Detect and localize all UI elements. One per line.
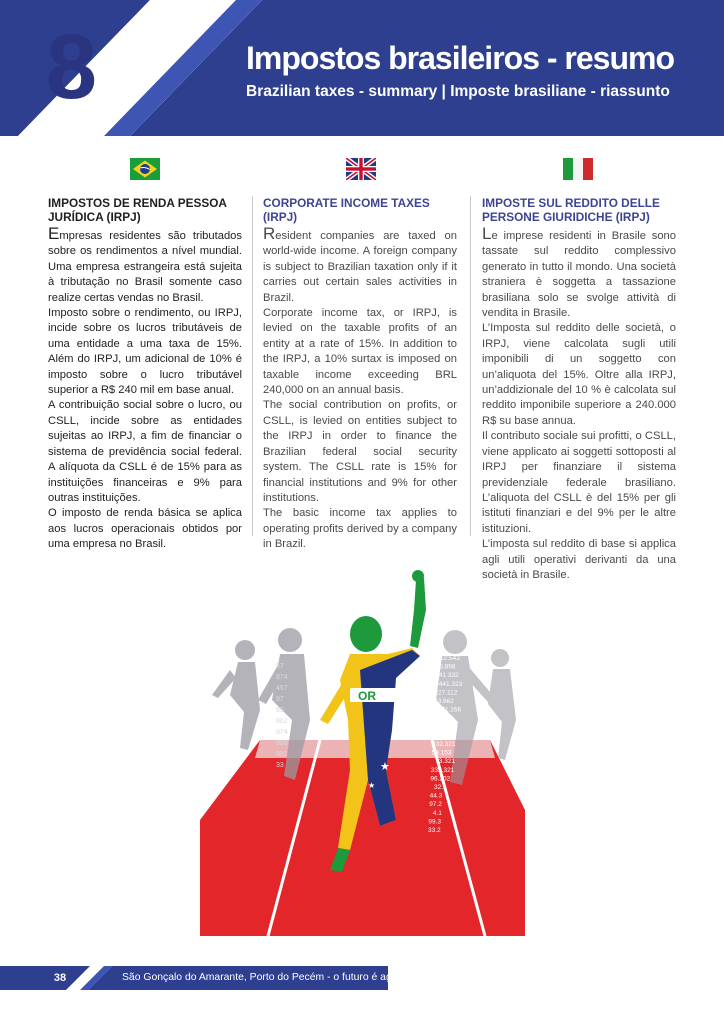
number-label: 59.153 bbox=[431, 749, 452, 757]
number-label: 862 bbox=[276, 718, 288, 725]
banner-text: OR bbox=[358, 689, 376, 703]
star-icon: ★ bbox=[380, 761, 390, 773]
number-label: 974 bbox=[276, 729, 288, 736]
star-icon: ★ bbox=[368, 781, 376, 790]
page-subtitle: Brazilian taxes - summary | Imposte brasiliane - riassunto bbox=[246, 83, 670, 100]
dropcap: L bbox=[482, 224, 492, 243]
number-label: 3.682 bbox=[432, 723, 450, 731]
number-label: 332.321 bbox=[432, 741, 456, 748]
number-label: 57 bbox=[276, 663, 284, 670]
paragraph: The basic income tax applies to operating profits derived by a company in Brazil. bbox=[263, 507, 457, 551]
column-heading: CORPORATE INCOME TAXES (IRPJ) bbox=[263, 196, 430, 224]
column-heading: IMPOSTE SUL REDDITO DELLE PERSONE GIURIDICHE (IRPJ) bbox=[482, 196, 660, 224]
number-label: 97 bbox=[276, 696, 284, 703]
number-label: 341.332 bbox=[435, 672, 459, 680]
paragraph: Le imprese residenti in Brasile sono tassate sul reddito complessivo generato in tutto il mondo. Una società straniera è soggetta a tassazione brasiliana solo se svolge attività di vendita in Brasile. bbox=[482, 224, 676, 320]
number-label: 227.112 bbox=[434, 689, 458, 697]
number-label: 4.1 bbox=[432, 809, 442, 817]
number-label: 12.543 bbox=[440, 655, 460, 662]
number-label: 96.202 bbox=[430, 775, 451, 783]
number-column-left bbox=[276, 663, 288, 769]
brazil-runner-illustration bbox=[200, 570, 525, 936]
dropcap: E bbox=[48, 224, 60, 243]
number-label: 77.218 bbox=[433, 715, 454, 723]
number-label: 457 bbox=[276, 685, 288, 692]
paragraph: Imposto sobre o rendimento, ou IRPJ, incide sobre os lucros tributáveis de uma entidade a uma taxa de 15%. Além do IRPJ, um adicional de 10% é imposto sobre o lucro tributável superior a R$ 240 mil em base anual. bbox=[48, 307, 242, 397]
number-label: 271.266 bbox=[437, 706, 462, 714]
page-header bbox=[0, 0, 724, 136]
column-divider bbox=[470, 196, 471, 536]
paragraph: L’imposta sul reddito di base si applica agli utili operativi derivanti da una società in Brasile. bbox=[482, 538, 676, 581]
number-label: 332.321 bbox=[430, 766, 455, 774]
number-label: 55.898 bbox=[435, 663, 456, 671]
paragraph: Il contributo sociale sui profitti, o CSLL, viene applicato ai soggetti sottoposti al IRPJ per finanziare il sistema previdenziale federale brasiliano. L’aliquota del CSLL è del 15% per gli istituti finanziari e del 9% per le altre istituzioni. bbox=[482, 430, 676, 535]
paragraph: Corporate income tax, or IRPJ, is levied on the taxable profits of an entity at a rate of 15%. In addition to the IRPJ, a 10% surtax is imposed on taxable income exceeding BRL 240,000 on an annual basis. bbox=[263, 307, 457, 397]
paragraph: L’Imposta sul reddito delle società, o IRPJ, viene calcolata sugli utili imponibili di un soggetto con un’aliquota del 15%. Oltre alla IRPJ, un’addizionale del 10 % è calcolata sul reddito imponibile superiore a 240.000 R$ su base annua. bbox=[482, 322, 676, 427]
number-label: 73.321 bbox=[435, 758, 456, 766]
paragraph: A contribuição social sobre o lucro, ou CSLL, incide sobre as entidades sujeitas ao IRPJ, a fim de financiar o sistema de previdência social federal. A alíquota da CSLL é de 15% para as instituições financeiras e 9% para outras instituições. bbox=[48, 399, 242, 504]
italy-flag-icon bbox=[563, 158, 593, 180]
column-divider bbox=[252, 196, 253, 536]
number-label: 582 bbox=[276, 751, 288, 758]
number-label: 97.2 bbox=[429, 801, 442, 809]
number-label: 988 bbox=[276, 740, 288, 747]
number-label: 99.3 bbox=[428, 818, 442, 826]
number-label: 874 bbox=[276, 674, 288, 681]
chapter-number: 8 bbox=[45, 16, 95, 118]
number-label: 44.3 bbox=[429, 792, 443, 800]
number-label: 33.662 bbox=[434, 698, 454, 705]
dropcap: R bbox=[263, 224, 276, 243]
page-number: 38 bbox=[53, 972, 67, 984]
paragraph: The social contribution on profits, or CSLL, is levied on entities subject to the IRPJ in order to finance the Brazilian federal social security system. The CSLL rate is 15% for financial institutions and 9% for other institutions. bbox=[263, 399, 457, 504]
column-portuguese bbox=[48, 196, 242, 553]
number-label: 33 bbox=[276, 762, 284, 769]
number-label: 87.322 bbox=[436, 732, 457, 740]
column-heading: IMPOSTOS DE RENDA PESSOA JURÍDICA (IRPJ) bbox=[48, 196, 227, 224]
number-label: 32. bbox=[434, 784, 444, 791]
uk-flag-icon bbox=[346, 158, 376, 180]
page-title: Impostos brasileiros - resumo bbox=[246, 40, 675, 76]
footer-text: São Gonçalo do Amarante, Porto do Pecém - o futuro é agora bbox=[122, 972, 407, 983]
number-label: 89 bbox=[276, 707, 284, 714]
brazil-flag-icon bbox=[130, 158, 160, 180]
paragraph: O imposto de renda básica se aplica aos lucros operacionais obtidos por uma empresa no Brasil. bbox=[48, 507, 242, 551]
column-english bbox=[263, 196, 457, 553]
number-label: 33.2 bbox=[428, 827, 441, 834]
number-label: 441.323 bbox=[438, 680, 463, 688]
column-italian bbox=[482, 196, 676, 583]
paragraph: Resident companies are taxed on world-wide income. A foreign company is subject to Brazilian taxation only if it carries out certain sales activities in Brazil. bbox=[263, 224, 457, 304]
paragraph: Empresas residentes são tributados sobre os rendimentos a nível mundial. Uma empresa estrangeira está sujeita à tributação no Brasil somente caso realize certas vendas no Brasil. bbox=[48, 224, 242, 304]
